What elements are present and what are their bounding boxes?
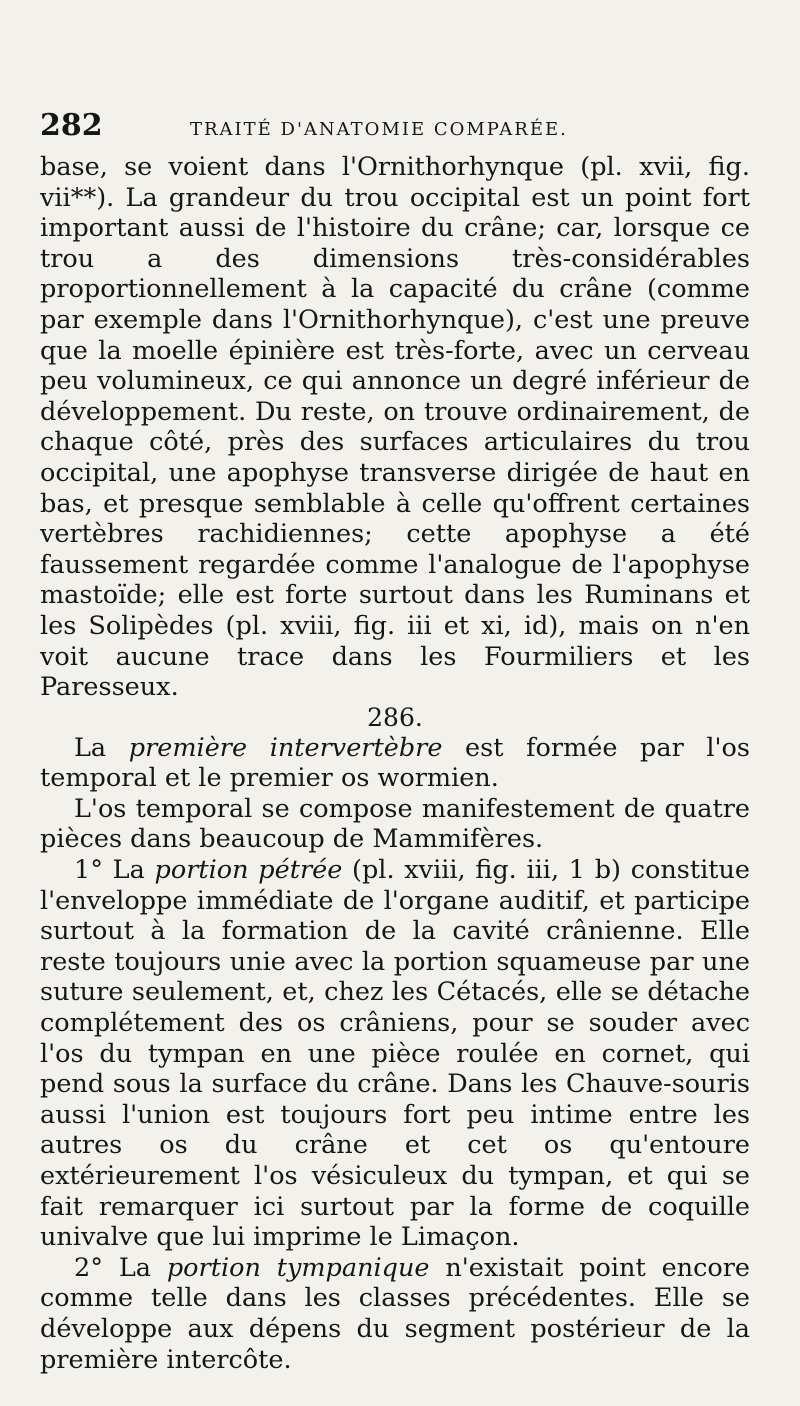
text-run: La [74,732,129,763]
page-number: 282 [40,108,103,143]
text-run: (pl. xviii, fig. iii, 1 b) constitue l'enveloppe immédiate de l'organe auditif, et participe surtout à la formation de la cavité crânienne. Elle reste toujours unie avec la portion squameuse par une suture seulement, et, chez les Cétacés, elle se détache complétement des os crâniens, pour se souder avec l'os du tympan en une pièce roulée en cornet, qui pend sous la surface du crâne. Dans les Chauve-souris aussi l'union est toujours fort peu intime entre les autres os du crâne et cet os qu'entoure extérieurement l'os vésiculeux du tympan, et qui se fait remarquer ici surtout par la forme de coquille univalve que lui imprime le Limaçon. [40,855,750,1253]
paragraph-tympanic-portion [40,1253,750,1375]
page-header [40,108,750,152]
paragraph-temporal-bone: L'os temporal se compose manifestement de quatre pièces dans beaucoup de Mammifères. [40,793,750,855]
text-run: 1° La [74,855,155,886]
paragraph-continued: base, se voient dans l'Ornithorhynque (pl. xvii, fig. vii**). La grandeur du trou occipital est un point fort important aussi de l'histoire du crâne; car, lorsque ce trou a des dimensions très-considérables proportionnellement à la capacité du crâne (comme par exemple dans l'Ornithorhynque), c'est une preuve que la moelle épinière est très-forte, avec un cerveau peu volumineux, ce qui annonce un degré inférieur de développement. Du reste, on trouve ordinairement, de chaque côté, près des surfaces articulaires du trou occipital, une apophyse transverse dirigée de haut en bas, et presque semblable à celle qu'offrent certaines vertèbres rachidiennes; cette apophyse a été faussement regardée comme l'analogue de l'apophyse mastoïde; elle est forte surtout dans les Ruminans et les Solipèdes (pl. xviii, fig. iii et xi, id), mais on n'en voit aucune trace dans les Fourmiliers et les Paresseux. [40,152,750,703]
italic-term: portion pétrée [154,855,343,886]
text-run: est formée par l'os temporal et le premier os wormien. [40,732,750,794]
italic-term: première intervertèbre [128,732,443,763]
text-run: n'existait point encore comme telle dans les classes précédentes. Elle se développe aux dépens du segment postérieur de la première intercôte. [40,1252,751,1375]
italic-term: portion tympanique [166,1252,430,1283]
paragraph-petrous-portion [40,855,750,1253]
body-text [40,152,750,1375]
paragraph-first-intervertebra [40,733,750,794]
running-title: TRAITÉ D'ANATOMIE COMPARÉE. [190,119,568,140]
text-run: 2° La [74,1252,167,1283]
section-number: 286. [367,702,423,732]
